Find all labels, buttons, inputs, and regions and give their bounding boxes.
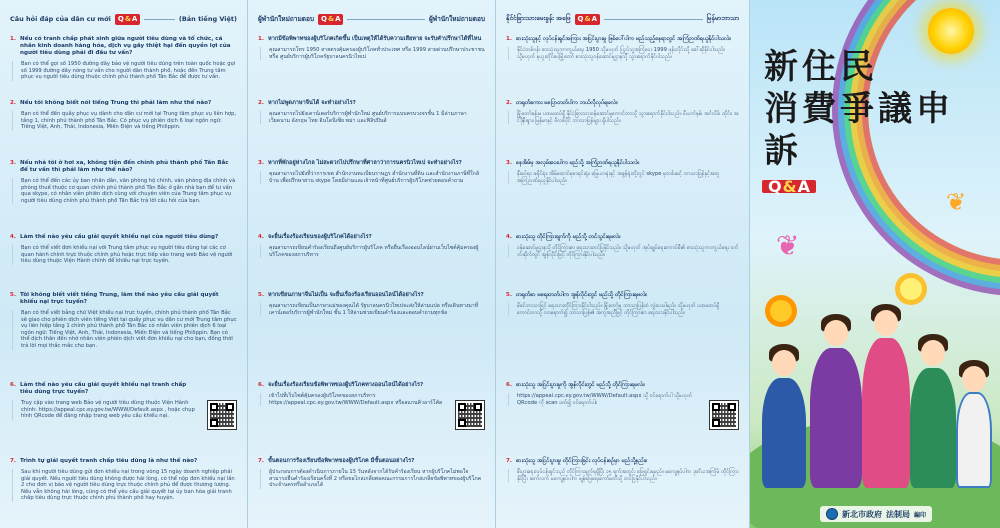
question: တရုတ်စာ မရေးတတ်ပါက အွန်လိုင်းတွင် မည်သို့ တိုင်ကြားရမလဲ။ — [516, 292, 648, 298]
qr-code-icon[interactable] — [455, 400, 485, 430]
question: Làm thế nào yêu cầu giải quyết khiếu nại của người tiêu dùng? — [20, 234, 219, 240]
answer: Bạn có thể đến các ủy ban nhân dân, văn phòng hộ chính, văn phòng địa chính và phòng thuế thuộc cơ quan chính phủ thành phố Tân Bắc ở gần nhà bạn để tư vấn qua skype, có nhân viên phiên dịch cùng với chuyên viên của Trung tâm phục vụ người tiêu dùng chính phủ thành phố Tân Bắc trả lời câu hỏi của bạn. — [12, 178, 237, 204]
qa-badge: Q & A — [318, 14, 343, 25]
answer: คุณสามารถไปยังเคาน์เตอร์บริการผู้พำนักใหม่ ศูนย์บริการแบบครบวงจรชั้น 1 มีล่ามภาษาเวียดนาม อังกฤษ ไทย อินโดนีเซีย พม่า และฟิลิปปินส์ — [260, 111, 485, 124]
answer: Bạn có thể viết đơn khiếu nại với Trung tâm phục vụ người tiêu dùng tại các cơ quan hành chính trực thuộc chính phủ hoặc trực tiếp vào trang web Bảo vệ người tiêu dùng thuộc Viện Hành chính để khiếu nại trực tuyến. — [12, 245, 237, 265]
answer: Ban có thể gọi số 1950 đường dây bảo vệ người tiêu dùng trên toàn quốc hoặc gọi số 1999 đường dây nóng tư vấn cho người dân thành phố, hoặc đến Trung tâm phục vụ người tiêu dùng thuộc chính phủ thành phố Tân Bắc để được tư vấn. — [12, 61, 237, 81]
question: Nếu có tranh chấp phát sinh giữa người tiêu dùng và tổ chức, cá nhân kinh doanh hàng hóa, dịch vụ gây thiệt hại đến quyền lợi của người tiêu dùng phải đi đâu tư vấn? — [20, 36, 231, 56]
question: หากไม่พูดภาษาจีนได้ จะทำอย่างไร? — [268, 100, 356, 106]
cover-title: 新住民 消費爭議申訴 — [764, 47, 954, 171]
qa-item-7: 7. Trình tự giải quyết tranh chấp tiêu dùng là như thế nào? Sau khi người tiêu dùng gửi đơn khiếu nại trong vòng 15 ngày doanh nghiệp phải giải quyết. Nếu người tiêu dùng không được hài lòng, có thể nộp đơn khiếu nại lần 2 cho đơn vị bảo vệ người tiêu dùng trực thuộc chính phủ để được thương lượng. Nếu vẫn không hài lòng, cũng có thể yêu cầu giải quyết tại ủy ban hòa giải tranh chấp tiêu dùng trực thuộc chính phủ thành phố hay huyện. — [10, 458, 237, 502]
butterfly-icon: ❦ — [776, 229, 800, 262]
cover-qa-badge: Q & A — [762, 180, 816, 193]
qa-item-6: 6. จะยื่นเรื่องร้องเรียนข้อพิพาทของผู้บริโภคทางออนไลน์ได้อย่างไร? เข้าไปที่เว็บไซต์คุ้มครองผู้บริโภคของสภาบริหาร https://appeal.cpc.ey.gov.tw/WWW/Default.aspx หรือสแกนคิวอาร์โค้ด — [258, 382, 447, 406]
qa-item-1: 1. หากมีข้อพิพาทของผู้บริโภคเกิดขึ้น เป็นเหตุให้ได้รับความเสียหาย จะรับคำปรึกษาได้ที่ไหน คุณสามารถโทร 1950 สายตรงคุ้มครองผู้บริโภคทั่วประเทศ หรือ 1999 สายด่วนปรึกษาประชาชน หรือ ศูนย์บริการผู้บริโภครัฐบาลนครนิวไทเป — [258, 36, 485, 60]
seal-icon — [826, 508, 838, 520]
answer: ผู้ประกอบการต้องดำเนินการภายใน 15 วันหลังจากได้รับคำร้องเรียน หากผู้บริโภคไม่พอใจ สามารถยื่นคำร้องเรียนครั้งที่ 2 หรือขอไกล่เกลี่ยต่อคณะกรรมการไกล่เกลี่ยข้อพิพาทของผู้บริโภคประจำนครหรืออำเภอได้ — [260, 469, 485, 489]
qr-code-icon[interactable] — [207, 400, 237, 430]
qa-item-7: 7. ขั้นตอนการร้องเรียนข้อพิพาทของผู้บริโภค มีขั้นตอนอย่างไร? ผู้ประกอบการต้องดำเนินการภายใน 15 วันหลังจากได้รับคำร้องเรียน หากผู้บริโภคไม่พอใจ สามารถยื่นคำร้องเรียนครั้งที่ 2 หรือขอไกล่เกลี่ยต่อคณะกรรมการไกล่เกลี่ยข้อพิพาทของผู้บริโภคประจำนครหรืออำเภอได้ — [258, 458, 485, 489]
answer: ဝန်ဆောင်မှုဌာနသို့ တိုင်ကြားစာ ရေးသားတင်ပြနိုင်သည်။ သို့မဟုတ် အုပ်ချုပ်ရေးကောင်စီ၏ စားသုံးသူကာကွယ်ရေး ဝက်ဘ်ဆိုက်တွင် အွန်လိုင်းဖြင့် တိုင်ကြားနိုင်ပါသည်။ — [508, 245, 739, 258]
header-left: Câu hỏi đáp của dân cư mới — [10, 15, 111, 23]
header-right: (Bản tiếng Việt) — [178, 15, 237, 23]
qa-item-4: 4. Làm thế nào yêu cầu giải quyết khiếu nại của người tiêu dùng? Bạn có thể viết đơn khiếu nại với Trung tâm phục vụ người tiêu dùng tại các cơ quan hành chính trực thuộc chính phủ hoặc trực tiếp vào trang web Bảo vệ người tiêu dùng thuộc Viện Hành chính để khiếu nại trực tuyến. — [10, 234, 237, 265]
government-logo: 新北市政府 法制局 編印 — [820, 506, 932, 522]
answer: စီးပွားရေးလုပ်ငန်းရှင်သည် တိုင်ကြားချက်ရရှိပြီး ၁၅ ရက်အတွင်း ဖြေရှင်းရမည်။ မကျေနပ်ပါက ဒုတိယအကြိမ် တိုင်ကြားနိုင်ပြီး ဆက်လက် မကျေနပ်ပါက ဖျန်ဖြေရေးကော်မတီသို့ တင်ပြနိုင်ပါသည်။ — [508, 469, 739, 482]
qa-item-2: 2. Nếu tôi không biết nói tiếng Trung thì phải làm như thế nào? Bạn có thể đến quầy phục vụ dành cho dân cư mới tại Trung tâm phục vụ liên hợp, tầng 1, chính phủ thành phố Tân Bắc. Có phục vụ phiên dịch 6 loại ngôn ngữ: Tiếng Việt, Anh, Thái, Indonesia, Miến Điện và tiếng Philippin. — [10, 100, 237, 131]
qa-item-4: 4. จะยื่นเรื่องร้องเรียนของผู้บริโภคได้อย่างไร? คุณสามารถเขียนคำร้องเรียนถึงศูนย์บริการผู้บริโภค หรือยื่นเรื่องออนไลน์ผ่านเว็บไซต์คุ้มครองผู้บริโภคของสภาบริหาร — [258, 234, 485, 258]
qa-item-6: 6. စားသုံးသူ အငြင်းပွားမှုကို အွန်လိုင်းတွင် မည်သို့ တိုင်ကြားရမလဲ။ https://appeal.cpc.ey.gov.tw/WWW/Default.aspx သို့ ဝင်ရောက်ပါ သို့မဟုတ် QRcode ကို scan ဖတ်၍ ဝင်ရောက်ပါ။ — [506, 382, 701, 406]
answer: နိုင်ငံတစ်ဝန်း စားသုံးသူကာကွယ်ရေး 1950 သို့မဟုတ် ပြည်သူ့အကြံပေး 1999 ဖုန်းလိုင်းသို့ ခေါ်ဆိုနိုင်ပါသည်။ သို့မဟုတ် နယူးတိုင်ပေမြို့တော် စားသုံးသူဝန်ဆောင်မှုဌာနသို့ သွားရောက်နိုင်ပါသည်။ — [508, 47, 739, 60]
qa-item-2: 2. တရုတ်စကား မပြောတတ်ပါက ဘယ်လိုလုပ်ရမလဲ။ မြို့တော်ခန်းမ ပထမထပ်ရှိ နိုင်ငံခြားသားဝန်ဆောင်မှုကောင်တာသို့ သွားရောက်နိုင်ပါသည်။ ဗီယက်နမ်၊ အင်္ဂလိပ်၊ ထိုင်း၊ အင်ဒိုနီးရှား၊ မြန်မာနှင့် ဖိလစ်ပိုင် ဘာသာပြန်များ ရှိပါသည်။ — [506, 100, 739, 124]
answer: မြို့တော်ခန်းမ ပထမထပ်ရှိ နိုင်ငံခြားသားဝန်ဆောင်မှုကောင်တာသို့ သွားရောက်နိုင်ပါသည်။ ဗီယက်နမ်၊ အင်္ဂလိပ်၊ ထိုင်း၊ အင်ဒိုနီးရှား၊ မြန်မာနှင့် ဖိလစ်ပိုင် ဘာသာပြန်များ ရှိပါသည်။ — [508, 111, 739, 124]
myanmar-column — [496, 0, 750, 528]
question: หากที่พักอยู่ห่างไกล ไม่สะดวกไปปรึกษาที่ศาลาว่าการนครนิวไทเป จะทำอย่างไร? — [268, 160, 462, 166]
answer: คุณสามารถไปยังที่ว่าการเขต สำนักงานทะเบียนราษฎร สำนักงานที่ดิน และสำนักงานภาษีที่ใกล้บ้าน เพื่อปรึกษาผ่าน skype โดยมีล่ามและเจ้าหน้าที่ศูนย์บริการผู้บริโภคช่วยตอบคำถาม — [260, 171, 485, 184]
header-left: နိုင်ငံခြားသားမေးခွန်း အဖြေ — [506, 14, 571, 22]
question: စားသုံးသူ အငြင်းပွားမှု တိုင်ကြားခြင်း လုပ်ငန်းစဉ်မှာ မည်သို့နည်း။ — [516, 458, 648, 464]
column-header — [506, 10, 739, 28]
answer: Truy cập vào trang web Bảo vệ người tiêu dùng thuộc Viện Hành chính: https://appeal.cpc.ey.gov.tw/WWW/Default.aspx , hoặc chụp hình QRcode để đăng nhập trang web yêu cầu khiếu nại. — [12, 400, 199, 420]
answer: คุณสามารถเขียนเป็นภาษาแม่ของคุณได้ รัฐบาลนครนิวไทเปจะส่งให้ล่ามแปล หรือเดินทางมาที่เคาน์เตอร์บริการผู้พำนักใหม่ ชั้น 1 ให้ล่ามช่วยเขียนคำร้องและตอบคำถามทุกข้อ — [260, 303, 485, 316]
answer: https://appeal.cpc.ey.gov.tw/WWW/Default.aspx သို့ ဝင်ရောက်ပါ သို့မဟုတ် QRcode ကို scan ဖတ်၍ ဝင်ရောက်ပါ။ — [508, 393, 701, 406]
qa-item-7: 7. စားသုံးသူ အငြင်းပွားမှု တိုင်ကြားခြင်း လုပ်ငန်းစဉ်မှာ မည်သို့နည်း။ စီးပွားရေးလုပ်ငန်းရှင်သည် တိုင်ကြားချက်ရရှိပြီး ၁၅ ရက်အတွင်း ဖြေရှင်းရမည်။ မကျေနပ်ပါက ဒုတိယအကြိမ် တိုင်ကြားနိုင်ပြီး ဆက်လက် မကျေနပ်ပါက ဖျန်ဖြေရေးကော်မတီသို့ တင်ပြနိုင်ပါသည်။ — [506, 458, 739, 482]
qa-item-5: 5. หากเขียนภาษาจีนไม่เป็น จะยื่นเรื่องร้องเรียนออนไลน์ได้อย่างไร? คุณสามารถเขียนเป็นภาษาแม่ของคุณได้ รัฐบาลนครนิวไทเปจะส่งให้ล่ามแปล หรือเดินทางมาที่เคาน์เตอร์บริการผู้พำนักใหม่ ชั้น 1 ให้ล่ามช่วยเขียนคำร้องและตอบคำถามทุกข้อ — [258, 292, 485, 316]
figure-illustration — [810, 348, 862, 488]
question: Tôi không biết viết tiếng Trung, làm thế nào yêu cầu giải quyết khiếu nại trực tuyến? — [20, 292, 219, 305]
question: Nếu nhà tôi ở hơi xa, không tiện đến chính phủ thành phố Tân Bắc để tư vấn thì phải làm như thế nào? — [20, 160, 229, 173]
question: จะยื่นเรื่องร้องเรียนข้อพิพาทของผู้บริโภคทางออนไลน์ได้อย่างไร? — [268, 382, 424, 388]
qr-code-icon[interactable] — [709, 400, 739, 430]
qa-item-3: 3. နေအိမ်မှ အလှမ်းဝေးပါက မည်သို့ အကြံဉာဏ်ရယူနိုင်ပါသလဲ။ နီးစပ်ရာ ခရိုင်ရုံး၊ အိမ်ထောင်စုစာရင်းရုံး၊ မြေယာရုံးနှင့် အခွန်ရုံးတို့တွင် skype မှတစ်ဆင့် ဘာသာပြန်နှင့်အတူ အကြံဉာဏ်ရယူနိုင်ပါသည်။ — [506, 160, 739, 184]
qa-item-4: 4. စားသုံးသူ တိုင်ကြားချက်ကို မည်သို့ တင်သွင်းရမလဲ။ ဝန်ဆောင်မှုဌာနသို့ တိုင်ကြားစာ ရေးသားတင်ပြနိုင်သည်။ သို့မဟုတ် အုပ်ချုပ်ရေးကောင်စီ၏ စားသုံးသူကာကွယ်ရေး ဝက်ဘ်ဆိုက်တွင် အွန်လိုင်းဖြင့် တိုင်ကြားနိုင်ပါသည်။ — [506, 234, 739, 258]
answer: เข้าไปที่เว็บไซต์คุ้มครองผู้บริโภคของสภาบริหาร https://appeal.cpc.ey.gov.tw/WWW/Default.aspx หรือสแกนคิวอาร์โค้ด — [260, 393, 447, 406]
question: Làm thế nào yêu cầu giải quyết khiếu nại tranh chấp tiêu dùng trực tuyến? — [20, 382, 187, 395]
qa-item-6: 6. Làm thế nào yêu cầu giải quyết khiếu nại tranh chấp tiêu dùng trực tuyến? Truy cập vào trang web Bảo vệ người tiêu dùng thuộc Viện Hành chính: https://appeal.cpc.ey.gov.tw/WWW/Default.aspx , hoặc chụp hình QRcode để đăng nhập trang web yêu cầu khiếu nại. — [10, 382, 199, 420]
qa-badge: Q & A — [115, 14, 140, 25]
answer: Bạn có thể đến quầy phục vụ dành cho dân cư mới tại Trung tâm phục vụ liên hợp, tầng 1, chính phủ thành phố Tân Bắc. Có phục vụ phiên dịch 6 loại ngôn ngữ: Tiếng Việt, Anh, Thái, Indonesia, Miến Điện và tiếng Philippin. — [12, 111, 237, 131]
question: Nếu tôi không biết nói tiếng Trung thì phải làm như thế nào? — [20, 100, 212, 106]
qa-item-5: 5. တရုတ်စာ မရေးတတ်ပါက အွန်လိုင်းတွင် မည်သို့ တိုင်ကြားရမလဲ။ မိခင်ဘာသာဖြင့် ရေးသားတိုင်ကြားနိုင်ပါသည်။ မြို့တော်မှ ဘာသာပြန်ထံ လွှဲပေးပါမည်။ သို့မဟုတ် ပထမထပ်ရှိ ကောင်တာသို့ လာရောက်၍ ဘာသာပြန်၏ အကူအညီဖြင့် တိုင်ကြားစာ ရေးသားနိုင်ပါသည်။ — [506, 292, 739, 316]
figure-illustration — [956, 392, 992, 488]
qa-item-5: 5. Tôi không biết viết tiếng Trung, làm thế nào yêu cầu giải quyết khiếu nại trực tuyến? Bạn có thể viết bằng chữ Việt khiếu nại trực tuyến, chính phủ thành phố Tân Bắc sẽ giao cho phiên dịch viên tiếng Việt tại quầy phục vụ dân cư mới Trung tâm phục vụ liên hiệp tầng 1 chính phủ thành phố Tân Bắc có nhân viên phiên dịch 6 loại ngôn ngữ: Tiếng Việt, Anh, Thái, Indonesia, Miến Điện và tiếng Philippin. Bạn có thể dịch thân đến nhờ nhân viên phiên dịch viết đơn khiếu nại cho bạn, đồng thời trả lời mọi thắc mắc cho bạn. — [10, 292, 237, 349]
column-header — [258, 10, 485, 28]
answer: နီးစပ်ရာ ခရိုင်ရုံး၊ အိမ်ထောင်စုစာရင်းရုံး၊ မြေယာရုံးနှင့် အခွန်ရုံးတို့တွင် skype မှတစ်ဆင့် ဘာသာပြန်နှင့်အတူ အကြံဉာဏ်ရယူနိုင်ပါသည်။ — [508, 171, 739, 184]
question: Trình tự giải quyết tranh chấp tiêu dùng là như thế nào? — [20, 458, 198, 464]
butterfly-icon: ❦ — [946, 188, 967, 216]
qa-item-2: 2. หากไม่พูดภาษาจีนได้ จะทำอย่างไร? คุณสามารถไปยังเคาน์เตอร์บริการผู้พำนักใหม่ ศูนย์บริการแบบครบวงจรชั้น 1 มีล่ามภาษาเวียดนาม อังกฤษ ไทย อินโดนีเซีย พม่า และฟิลิปปินส์ — [258, 100, 485, 124]
qa-item-3: 3. Nếu nhà tôi ở hơi xa, không tiện đến chính phủ thành phố Tân Bắc để tư vấn thì phải làm như thế nào? Bạn có thể đến các ủy ban nhân dân, văn phòng hộ chính, văn phòng địa chính và phòng thuế thuộc cơ quan chính phủ thành phố Tân Bắc ở gần nhà bạn để tư vấn qua skype, có nhân viên phiên dịch cùng với chuyên viên của Trung tâm phục vụ người tiêu dùng chính phủ thành phố Tân Bắc trả lời câu hỏi của bạn. — [10, 160, 236, 204]
question: หากเขียนภาษาจีนไม่เป็น จะยื่นเรื่องร้องเรียนออนไลน์ได้อย่างไร? — [268, 292, 424, 298]
qa-item-3: 3. หากที่พักอยู่ห่างไกล ไม่สะดวกไปปรึกษาที่ศาลาว่าการนครนิวไทเป จะทำอย่างไร? คุณสามารถไปยังที่ว่าการเขต สำนักงานทะเบียนราษฎร สำนักงานที่ดิน และสำนักงานภาษีที่ใกล้บ้าน เพื่อปรึกษาผ่าน skype โดยมีล่ามและเจ้าหน้าที่ศูนย์บริการผู้บริโภคช่วยตอบคำถาม — [258, 160, 485, 184]
thai-column — [248, 0, 496, 528]
question: หากมีข้อพิพาทของผู้บริโภคเกิดขึ้น เป็นเหตุให้ได้รับความเสียหาย จะรับคำปรึกษาได้ที่ไหน — [268, 36, 482, 42]
column-header — [10, 10, 237, 28]
question: နေအိမ်မှ အလှမ်းဝေးပါက မည်သို့ အကြံဉာဏ်ရယူနိုင်ပါသလဲ။ — [516, 160, 640, 166]
question: จะยื่นเรื่องร้องเรียนของผู้บริโภคได้อย่างไร? — [268, 234, 372, 240]
answer: คุณสามารถโทร 1950 สายตรงคุ้มครองผู้บริโภคทั่วประเทศ หรือ 1999 สายด่วนปรึกษาประชาชน หรือ ศูนย์บริการผู้บริโภครัฐบาลนครนิวไทเป — [260, 47, 485, 60]
answer: မိခင်ဘာသာဖြင့် ရေးသားတိုင်ကြားနိုင်ပါသည်။ မြို့တော်မှ ဘာသာပြန်ထံ လွှဲပေးပါမည်။ သို့မဟုတ် ပထမထပ်ရှိ ကောင်တာသို့ လာရောက်၍ ဘာသာပြန်၏ အကူအညီဖြင့် တိုင်ကြားစာ ရေးသားနိုင်ပါသည်။ — [508, 303, 739, 316]
vietnamese-column — [0, 0, 248, 528]
question: စားသုံးသူ အငြင်းပွားမှုကို အွန်လိုင်းတွင် မည်သို့ တိုင်ကြားရမလဲ။ — [516, 382, 645, 388]
header-right: မြန်မာဘာသာ — [706, 14, 739, 22]
header-right: ผู้พำนักใหม่ถามตอบ — [429, 15, 485, 23]
figure-illustration — [762, 378, 806, 488]
figure-illustration — [910, 368, 956, 488]
answer: Sau khi người tiêu dùng gửi đơn khiếu nại trong vòng 15 ngày doanh nghiệp phải giải quyết. Nếu người tiêu dùng không được hài lòng, có thể nộp đơn khiếu nại lần 2 cho đơn vị bảo vệ người tiêu dùng trực thuộc chính phủ để được thương lượng. Nếu vẫn không hài lòng, cũng có thể yêu cầu giải quyết tại ủy ban hòa giải tranh chấp tiêu dùng trực thuộc chính phủ thành phố hay huyện. — [12, 469, 237, 502]
question: စားသုံးသူ တိုင်ကြားချက်ကို မည်သို့ တင်သွင်းရမလဲ။ — [516, 234, 621, 240]
qa-item-1: 1. Nếu có tranh chấp phát sinh giữa người tiêu dùng và tổ chức, cá nhân kinh doanh hàng hóa, dịch vụ gây thiệt hại đến quyền lợi của người tiêu dùng phải đi đâu tư vấn? Ban có thể gọi số 1950 đường dây bảo vệ người tiêu dùng trên toàn quốc hoặc gọi số 1999 đường dây nóng tư vấn cho người dân thành phố, hoặc đến Trung tâm phục vụ người tiêu dùng thuộc chính phủ thành phố Tân Bắc để được tư vấn. — [10, 36, 236, 81]
question: ขั้นตอนการร้องเรียนข้อพิพาทของผู้บริโภค มีขั้นตอนอย่างไร? — [268, 458, 415, 464]
question: တရုတ်စကား မပြောတတ်ပါက ဘယ်လိုလုပ်ရမလဲ။ — [516, 100, 618, 106]
flower-icon — [770, 300, 792, 322]
answer: คุณสามารถเขียนคำร้องเรียนถึงศูนย์บริการผู้บริโภค หรือยื่นเรื่องออนไลน์ผ่านเว็บไซต์คุ้มครองผู้บริโภคของสภาบริหาร — [260, 245, 485, 258]
answer: Bạn có thể viết bằng chữ Việt khiếu nại trực tuyến, chính phủ thành phố Tân Bắc sẽ giao cho phiên dịch viên tiếng Việt tại quầy phục vụ dân cư mới Trung tâm phục vụ liên hiệp tầng 1 chính phủ thành phố Tân Bắc có nhân viên phiên dịch 6 loại ngôn ngữ: Tiếng Việt, Anh, Thái, Indonesia, Miến Điện và tiếng Philippin. Bạn có thể dịch thân đến nhờ nhân viên phiên dịch viết đơn khiếu nại cho bạn, đồng thời trả lời mọi thắc mắc cho bạn. — [12, 310, 237, 350]
header-left: ผู้พำนักใหม่ถามตอบ — [258, 15, 314, 23]
question: စားသုံးသူနှင့် လုပ်ငန်းရှင်အကြား အငြင်းပွားမှု ဖြစ်ပေါ်ပါက မည်သည့်နေရာတွင် အကြံဉာဏ်ရယူနိုင်ပါသလဲ။ — [516, 36, 731, 42]
qa-badge: Q & A — [575, 14, 600, 25]
qa-item-1: 1. စားသုံးသူနှင့် လုပ်ငန်းရှင်အကြား အငြင်းပွားမှု ဖြစ်ပေါ်ပါက မည်သည့်နေရာတွင် အကြံဉာဏ်ရယူနိုင်ပါသလဲ။ နိုင်ငံတစ်ဝန်း စားသုံးသူကာကွယ်ရေး 1950 သို့မဟုတ် ပြည်သူ့အကြံပေး 1999 ဖုန်းလိုင်းသို့ ခေါ်ဆိုနိုင်ပါသည်။ သို့မဟုတ် နယူးတိုင်ပေမြို့တော် စားသုံးသူဝန်ဆောင်မှုဌာနသို့ သွားရောက်နိုင်ပါသည်။ — [506, 36, 739, 60]
figure-illustration — [862, 338, 910, 488]
cover-panel — [750, 0, 1000, 528]
flower-icon — [900, 278, 922, 300]
